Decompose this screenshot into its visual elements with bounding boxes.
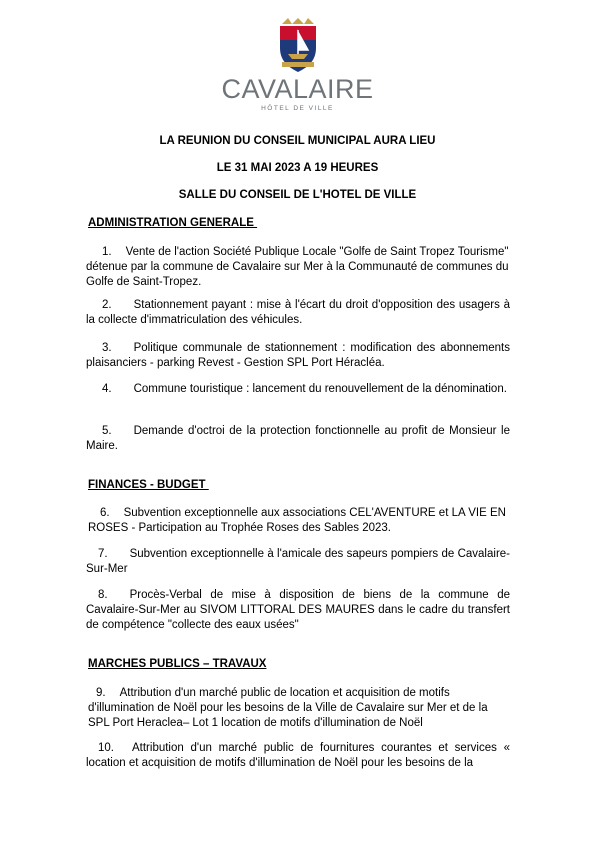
agenda-item <box>86 341 510 371</box>
item-number: 1. <box>102 246 112 258</box>
meeting-heading: LA REUNION DU CONSEIL MUNICIPAL AURA LIEU <box>159 135 436 147</box>
meeting-location: SALLE DU CONSEIL DE L'HOTEL DE VILLE <box>178 189 417 201</box>
item-number: 2. <box>102 299 112 311</box>
item-text: Commune touristique : lancement du renouvellement de la dénomination. <box>133 383 507 395</box>
section-title: FINANCES - BUDGET <box>88 479 209 491</box>
item-number: 10. <box>98 742 114 754</box>
town-logo <box>0 18 595 112</box>
brand-name: CAVALAIRE <box>221 74 374 104</box>
item-number: 6. <box>100 507 110 519</box>
item-text: Demande d'octroi de la protection fonctionnelle au profit de Monsieur le Maire. <box>86 425 510 452</box>
agenda-item <box>88 506 512 536</box>
item-text: Attribution d'un marché public de location et acquisition de motifs d'illumination de Noël pour les besoins de la Ville de Cavalaire sur Mer et de la SPL Port Heraclea– Lot 1 location de motifs d'illumination de Noël <box>88 687 488 729</box>
brand-subtitle: HÔTEL DE VILLE <box>261 105 334 112</box>
item-text: Stationnement payant : mise à l'écart du droit d'opposition des usagers à la collecte d'immatriculation des véhicules. <box>86 299 510 326</box>
item-number: 7. <box>98 548 108 560</box>
section-title: MARCHES PUBLICS – TRAVAUX <box>88 658 267 670</box>
item-number: 4. <box>102 383 112 395</box>
meeting-date: LE 31 MAI 2023 A 19 HEURES <box>216 162 379 174</box>
agenda-item <box>86 547 510 577</box>
item-number: 5. <box>102 425 112 437</box>
item-text: Vente de l'action Société Publique Locale "Golfe de Saint Tropez Tourisme" détenue par la commune de Cavalaire sur Mer à la Communauté de communes du Golfe de Saint-Tropez. <box>86 246 509 288</box>
agenda-item <box>86 588 510 633</box>
agenda-item <box>88 686 512 731</box>
item-text: Procès-Verbal de mise à disposition de biens de la commune de Cavalaire-Sur-Mer au SIVOM LITTORAL DES MAURES dans le cadre du transfert de compétence "collecte des eaux usées" <box>86 589 510 631</box>
item-text: Attribution d'un marché public de fournitures courantes et services « location et acquisition de motifs d'illumination de Noël pour les besoins de la <box>86 742 510 769</box>
section-title: ADMINISTRATION GENERALE <box>88 217 258 229</box>
item-text: Subvention exceptionnelle aux associations CEL'AVENTURE et LA VIE EN ROSES - Participation au Trophée Roses des Sables 2023. <box>88 507 506 534</box>
agenda-item <box>86 424 510 454</box>
agenda-item <box>86 245 510 290</box>
item-number: 8. <box>98 589 108 601</box>
item-text: Subvention exceptionnelle à l'amicale des sapeurs pompiers de Cavalaire-Sur-Mer <box>86 548 510 575</box>
agenda-item <box>86 741 510 771</box>
agenda-item <box>86 298 510 328</box>
coat-of-arms-icon <box>276 18 320 72</box>
item-number: 3. <box>102 342 112 354</box>
item-number: 9. <box>96 687 106 699</box>
agenda-item <box>86 382 510 397</box>
item-text: Politique communale de stationnement : modification des abonnements plaisanciers - parking Revest - Gestion SPL Port Héracléa. <box>86 342 510 369</box>
